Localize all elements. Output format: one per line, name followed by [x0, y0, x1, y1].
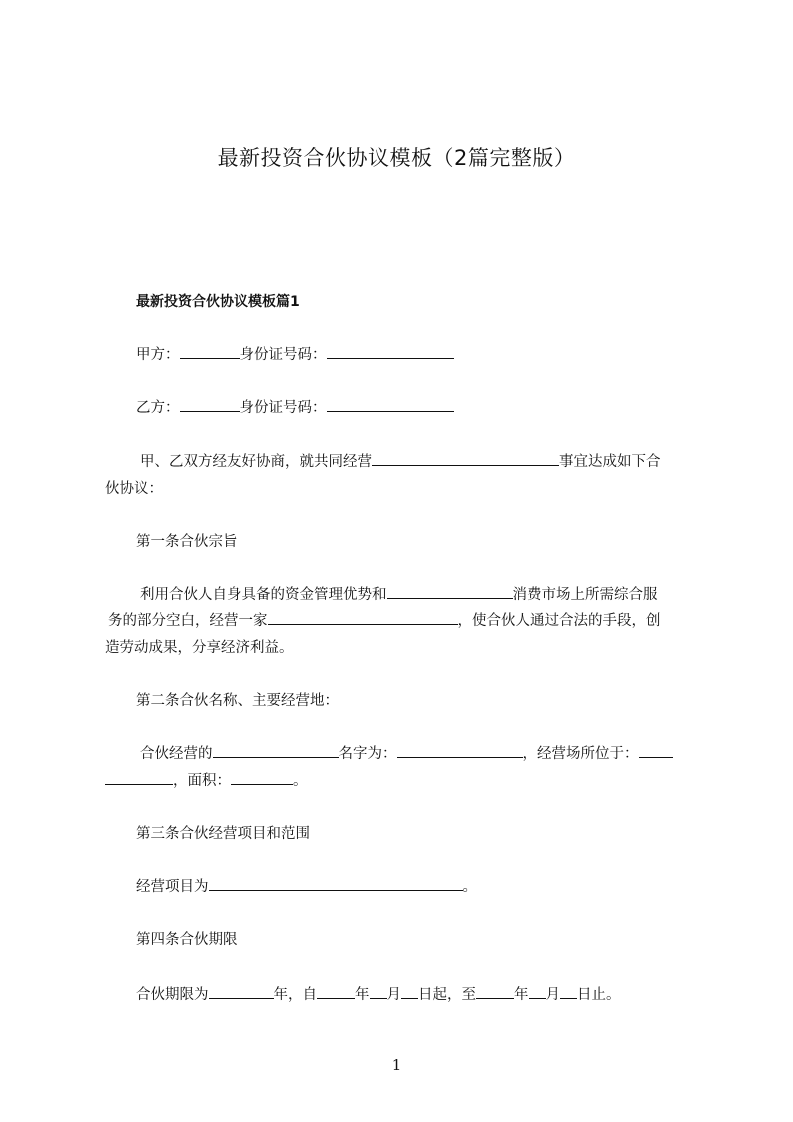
article-2-text-a: 合伙经营的	[140, 746, 213, 762]
article-4-text-4: 月	[386, 987, 401, 1003]
document-title: 最新投资合伙协议模板（2篇完整版）	[217, 146, 576, 170]
article-3-line-1	[136, 872, 477, 902]
party-a-line	[136, 340, 454, 370]
party-b-label: 乙方：	[136, 400, 180, 416]
article-4-text-6: 年	[514, 987, 529, 1003]
article-4-start-day-blank	[401, 983, 418, 999]
article-1-text-c: 务的部分空白，经营一家	[108, 613, 268, 629]
party-a-name-blank	[180, 343, 240, 359]
article-1-advantage-blank	[387, 583, 513, 599]
party-a-id-label: 身份证号码：	[239, 347, 327, 363]
article-2-location-blank-2	[105, 769, 173, 785]
article-1-title: 第一条合伙宗旨	[136, 534, 238, 550]
article-4-text-5: 日起，至	[418, 987, 476, 1003]
article-3-title: 第三条合伙经营项目和范围	[136, 826, 310, 842]
article-4-text-8: 日止。	[577, 987, 621, 1003]
article-1-text-d: ，使合伙人通过合法的手段，创	[457, 613, 661, 629]
intro-line-1	[140, 447, 661, 477]
page-number: 1	[391, 1056, 402, 1074]
article-4-end-day-blank	[560, 983, 577, 999]
article-4-end-month-blank	[529, 983, 546, 999]
article-4-title: 第四条合伙期限	[136, 932, 238, 948]
article-1-text-a: 利用合伙人自身具备的资金管理优势和	[140, 587, 387, 603]
article-4-years-blank	[209, 983, 274, 999]
article-2-text-e: 。	[293, 773, 308, 789]
article-2-area-blank	[231, 769, 293, 785]
article-4-start-month-blank	[370, 983, 387, 999]
article-3-text-a: 经营项目为	[136, 879, 209, 895]
article-2-text-b: 名字为：	[338, 746, 397, 762]
party-b-line	[136, 393, 454, 423]
article-3-text-b: 。	[462, 879, 477, 895]
article-2-title: 第二条合伙名称、主要经营地：	[136, 693, 339, 709]
party-a-label: 甲方：	[136, 347, 180, 363]
article-4-start-year-blank	[317, 983, 355, 999]
article-3-scope-blank	[209, 875, 463, 891]
intro-text-2: 事宜达成如下合	[559, 454, 661, 470]
party-b-id-blank	[327, 396, 454, 412]
article-2-name-blank	[397, 742, 523, 758]
intro-line-2: 伙协议：	[105, 481, 163, 497]
article-1-line-2	[108, 606, 661, 636]
article-2-location-blank-1	[639, 742, 673, 758]
party-b-name-blank	[180, 396, 240, 412]
article-1-business-blank	[268, 609, 458, 625]
section-heading: 最新投资合伙协议模板篇1	[136, 294, 300, 310]
intro-text-1: 甲、乙双方经友好协商，就共同经营	[140, 454, 372, 470]
party-a-id-blank	[327, 343, 454, 359]
intro-business-blank	[372, 450, 559, 466]
article-4-text-2: 年，自	[273, 987, 317, 1003]
article-4-text-7: 月	[545, 987, 560, 1003]
article-4-line-1	[136, 980, 621, 1010]
article-2-line-1	[140, 739, 673, 769]
party-b-id-label: 身份证号码：	[239, 400, 327, 416]
article-2-text-c: ，经营场所位于：	[522, 746, 639, 762]
article-4-text-1: 合伙期限为	[136, 987, 209, 1003]
article-4-end-year-blank	[476, 983, 514, 999]
article-2-text-d: ，面积：	[173, 773, 231, 789]
article-1-text-b: 消费市场上所需综合服	[512, 587, 658, 603]
article-1-line-3: 造劳动成果，分享经济利益。	[105, 640, 294, 656]
article-4-text-3: 年	[355, 987, 370, 1003]
article-2-line-2	[105, 766, 308, 796]
article-2-type-blank	[213, 742, 339, 758]
